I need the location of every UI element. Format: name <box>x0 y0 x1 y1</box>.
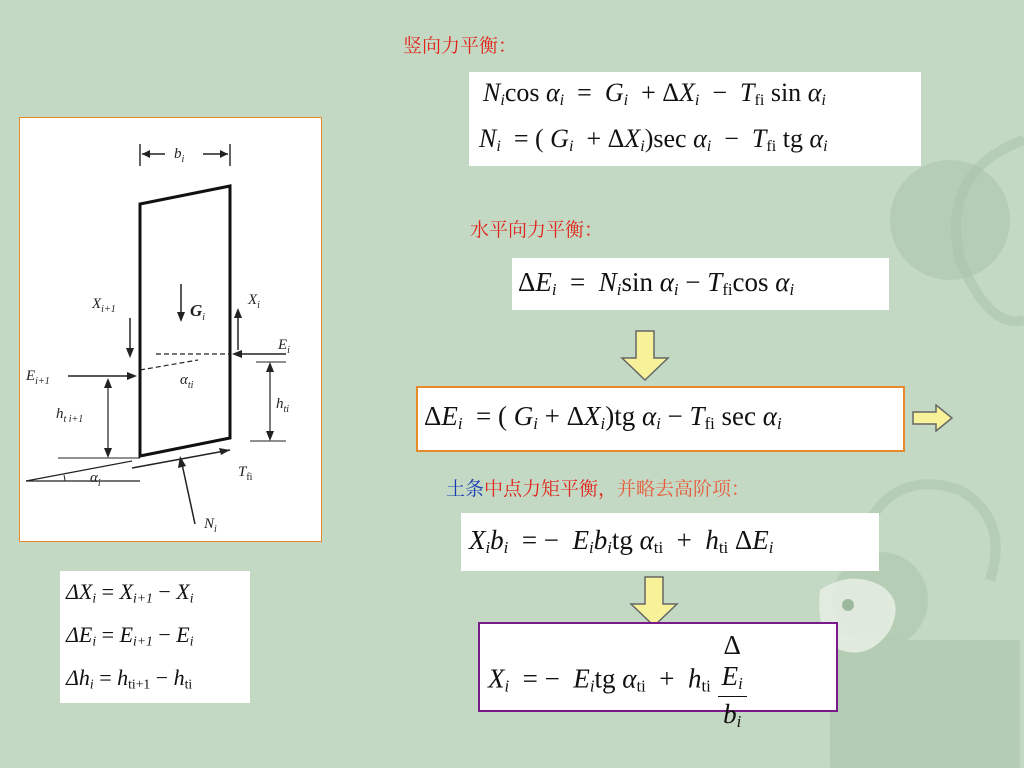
label-alpha-ti: $\alpha_{ti}$ <box>180 372 194 391</box>
label-T-fi: $T_{fi}$ <box>238 464 253 483</box>
dimension-b <box>140 144 230 166</box>
eq-vertical-2: $N_i$ = ( $G_i + \Delta X_i)\sec$ $\alpha_i - T_{fi}$ tg $\alpha_i$ <box>479 124 828 156</box>
diagram-svg <box>20 118 321 541</box>
slice-force-diagram <box>19 117 322 542</box>
label-X-i: $X_i$ <box>248 292 260 311</box>
right-arrow <box>912 404 954 432</box>
label-G-i: $G_i$ <box>190 301 206 323</box>
soil-slice <box>140 186 230 456</box>
title-horizontal-balance: 水平向力平衡： <box>470 219 604 241</box>
vertical-equations-box <box>469 72 921 166</box>
label-X-i1: $X_{i+1}$ <box>92 296 116 315</box>
title-moment-balance: 土条中点力矩平衡，并略去高阶项： <box>446 478 751 500</box>
def-delta-X: $\Delta X_i = X_{i+1} - X_i$ <box>66 579 194 606</box>
label-E-i: $E_i$ <box>278 337 290 356</box>
horizontal-equation-box <box>512 258 889 310</box>
eq-vertical-1: $N_i\cos$ $\alpha_i = G_i + \Delta X_i - T_{fi}$ $\sin \alpha_i$ <box>483 78 826 110</box>
label-b-i: $b_i$ <box>174 146 185 165</box>
def-delta-h: $\Delta h_i = h_{ti+1} - h_{ti}$ <box>66 665 193 692</box>
title-vertical-balance: 竖向力平衡： <box>403 35 518 57</box>
result-equation-box <box>416 386 905 452</box>
eq-horizontal: $\Delta E_i = N_i\sin$ $\alpha_i - T_{fi}\cos$ $\alpha_i$ <box>518 267 795 300</box>
down-arrow-2 <box>629 576 679 628</box>
label-N-i: $N_i$ <box>204 516 217 535</box>
definitions-box <box>60 571 250 703</box>
eq-delta-E-result: $\Delta E_i$ = ( $G_i + \Delta X_i)tg$ $\alpha_i - T_{fi}$ $\sec \alpha_i$ <box>424 401 782 434</box>
moment-equation-box <box>461 513 879 571</box>
final-equation-box <box>478 622 838 732</box>
eq-moment: $X_ib_i$ = − $E_ib_itg$ $\alpha_{ti} + h_{ti}$ $\Delta E_i$ <box>469 525 774 558</box>
label-h-ti: $h_{ti}$ <box>276 396 290 415</box>
label-E-i1: $E_{i+1}$ <box>26 368 50 387</box>
eq-final: $X_i$ = − $E_itg$ $\alpha_{ti} + h_{ti}$ Δ $E_i$ $b_i$ <box>488 630 747 732</box>
label-alpha-i: $\alpha_i$ <box>90 470 101 489</box>
label-h-ti1: $h_{t i+1}$ <box>56 406 84 425</box>
down-arrow-1 <box>620 330 670 382</box>
def-delta-E: $\Delta E_i = E_{i+1} - E_i$ <box>66 622 194 649</box>
fraction-delta-E-over-b: Δ $E_i$ $b_i$ <box>718 630 747 732</box>
